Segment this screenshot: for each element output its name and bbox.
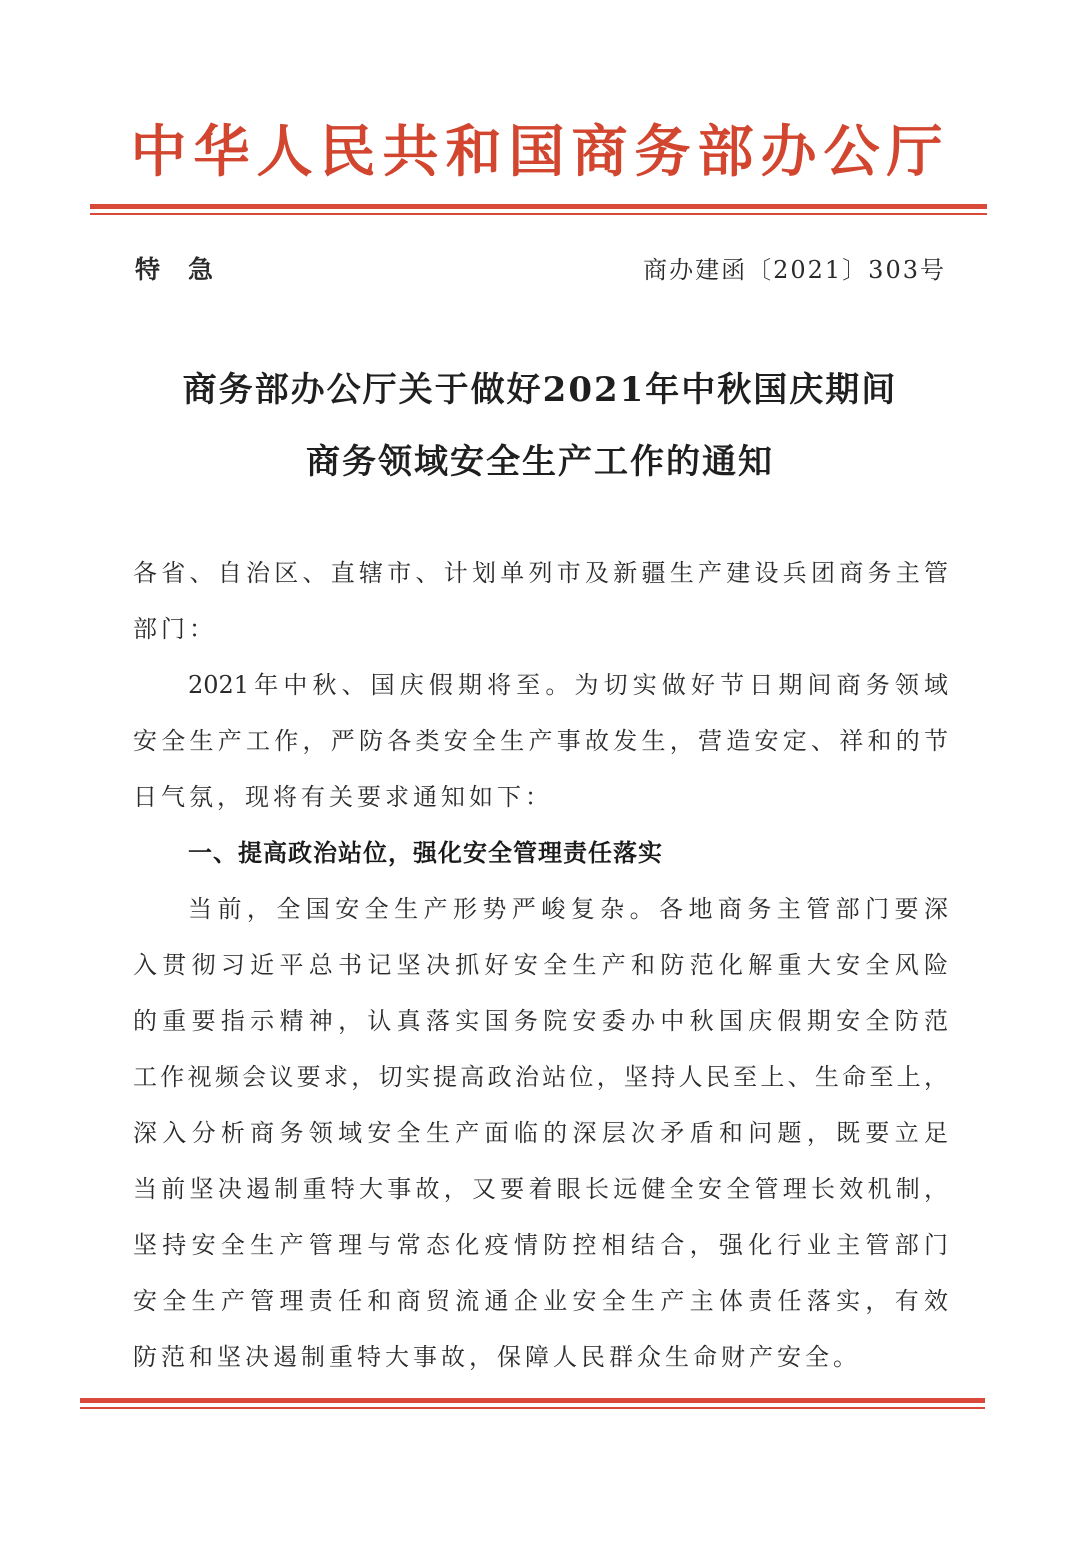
urgency-label: 特急	[135, 255, 242, 284]
section1-line: 的重要指示精神，认真落实国务院安委办中秋国庆假期安全防范	[133, 1007, 948, 1035]
document-title-line-2: 商务领域安全生产工作的通知	[306, 442, 774, 482]
section1-line: 坚持安全生产管理与常态化疫情防控相结合，强化行业主管部门	[133, 1231, 948, 1259]
letterhead-org: 中华人民共和国商务部办公厅	[130, 119, 950, 185]
section1-line: 工作视频会议要求，切实提高政治站位，坚持人民至上、生命至上，	[133, 1063, 948, 1091]
section1-line: 当前，全国安全生产形势严峻复杂。各地商务主管部门要深	[188, 895, 948, 923]
document-title-line-1: 商务部办公厅关于做好2021年中秋国庆期间	[182, 370, 898, 410]
document-number: 商办建函〔2021〕303号	[643, 256, 946, 284]
addressee-line: 各省、自治区、直辖市、计划单列市及新疆生产建设兵团商务主管	[133, 559, 948, 587]
section1-line: 入贯彻习近平总书记坚决抓好安全生产和防范化解重大安全风险	[133, 951, 948, 979]
red-rule-thick-bottom	[80, 1398, 985, 1403]
red-rule-thin-top	[90, 213, 987, 215]
section-heading: 一、提高政治站位，强化安全管理责任落实	[188, 839, 663, 867]
intro-line: 日气氛，现将有关要求通知如下：	[133, 783, 553, 811]
section1-line: 防范和坚决遏制重特大事故，保障人民群众生命财产安全。	[133, 1343, 861, 1371]
addressee-line: 部门：	[133, 615, 217, 643]
red-rule-thick-top	[90, 204, 987, 209]
intro-line: 2021年中秋、国庆假期将至。为切实做好节日期间商务领域	[188, 671, 948, 699]
section1-line: 安全生产管理责任和商贸流通企业安全生产主体责任落实，有效	[133, 1287, 948, 1315]
intro-line: 安全生产工作，严防各类安全生产事故发生，营造安定、祥和的节	[133, 727, 948, 755]
red-rule-thin-bottom	[80, 1407, 985, 1409]
section1-line: 当前坚决遏制重特大事故，又要着眼长远健全安全管理长效机制，	[133, 1175, 948, 1203]
section1-line: 深入分析商务领域安全生产面临的深层次矛盾和问题，既要立足	[133, 1119, 948, 1147]
